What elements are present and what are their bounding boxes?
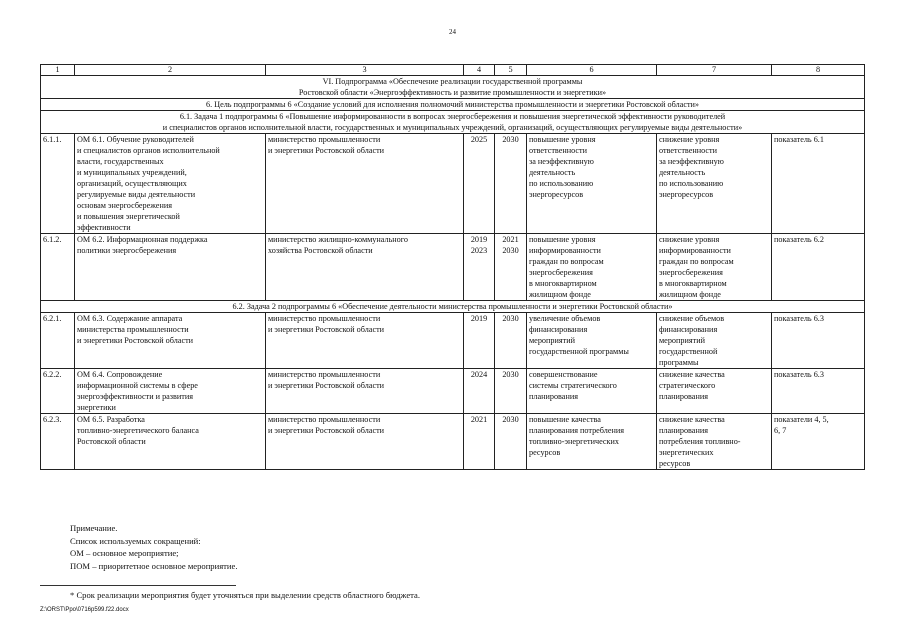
related-indicator: показатель 6.3 [772,313,865,369]
row-number: 6.2.3. [41,414,75,470]
end-year: 2030 [495,134,527,234]
abbreviations-title: Список используемых сокращений: [70,535,201,546]
executor: министерство промышленности и энергетики Ростовской области [266,134,464,234]
task-2-text: 6.2. Задача 2 подпрограммы 6 «Обеспечение деятельности министерства промышленности и энергетики Ростовской области» [41,301,865,313]
activity-name: ОМ 6.4. Сопровождение информационной системы в сфере энергоэффективности и развития энергетики [75,369,266,414]
goal-row [41,99,865,111]
activity-name: ОМ 6.5. Разработка топливно-энергетического баланса Ростовской области [75,414,266,470]
end-year: 2030 [495,414,527,470]
section-title: VI. Подпрограмма «Обеспечение реализации государственной программы Ростовской области «Энергоэффективность и развитие промышленности и энергетики» [41,76,865,99]
non-implementation-consequence: снижение уровня ответственности за неэффективную деятельность по использованию энергоресурсов [657,134,772,234]
expected-result: увеличение объемов финансирования мероприятий государственной программы [527,313,657,369]
expected-result: повышение уровня ответственности за неэффективную деятельность по использованию энергоресурсов [527,134,657,234]
end-year: 2030 [495,313,527,369]
non-implementation-consequence: снижение качества стратегического планирования [657,369,772,414]
start-year: 2024 [464,369,495,414]
abbreviation-pom: ПОМ – приоритетное основное мероприятие. [70,560,238,571]
executor: министерство жилищно-коммунального хозяйства Ростовской области [266,234,464,301]
start-year: 2019 2023 [464,234,495,301]
header-cell: 4 [464,65,495,76]
notes-title: Примечание. [70,523,118,533]
row-number: 6.1.1. [41,134,75,234]
non-implementation-consequence: снижение объемов финансирования мероприятий государственной программы [657,313,772,369]
related-indicator: показатель 6.2 [772,234,865,301]
table-row [41,414,865,470]
header-cell: 7 [657,65,772,76]
footnote-separator [40,585,236,586]
header-cell: 8 [772,65,865,76]
table-row [41,313,865,369]
activity-name: ОМ 6.2. Информационная поддержка политики энергосбережения [75,234,266,301]
non-implementation-consequence: снижение качества планирования потребления топливно- энергетических ресурсов [657,414,772,470]
footnote: * Срок реализации мероприятия будет уточняться при выделении средств областного бюджета. [70,590,421,600]
header-cell: 6 [527,65,657,76]
file-path: Z:\ORST\Ppo\0716p599.f22.docx [40,607,129,613]
start-year: 2019 [464,313,495,369]
start-year: 2025 [464,134,495,234]
non-implementation-consequence: снижение уровня информированности граждан по вопросам энергосбережения в многоквартирном жилищном фонде [657,234,772,301]
activity-name: ОМ 6.1. Обучение руководителей и специалистов органов исполнительной власти, государственных и муниципальных учреждений, организаций, осуществляющих регулируемые виды деятельности основам энергосбережения и повышения энергетической эффективности [75,134,266,234]
related-indicator: показатель 6.1 [772,134,865,234]
header-cell: 1 [41,65,75,76]
header-cell: 5 [495,65,527,76]
page-number: 24 [449,28,456,36]
start-year: 2021 [464,414,495,470]
goal-text: 6. Цель подпрограммы 6 «Создание условий для исполнения полномочий министерства промышленности и энергетики Ростовской области» [41,99,865,111]
task-row [41,111,865,134]
abbreviation-om: ОМ – основное мероприятие; [70,548,179,558]
related-indicator: показатель 6.3 [772,369,865,414]
executor: министерство промышленности и энергетики Ростовской области [266,369,464,414]
expected-result: повышение качества планирования потребления топливно-энергетических ресурсов [527,414,657,470]
row-number: 6.2.1. [41,313,75,369]
table-row [41,134,865,234]
activity-name: ОМ 6.3. Содержание аппарата министерства промышленности и энергетики Ростовской области [75,313,266,369]
header-cell: 3 [266,65,464,76]
table-row [41,234,865,301]
expected-result: повышение уровня информированности граждан по вопросам энергосбережения в многоквартирном жилищном фонде [527,234,657,301]
column-number-header [41,65,865,76]
row-number: 6.2.2. [41,369,75,414]
end-year: 2021 2030 [495,234,527,301]
row-number: 6.1.2. [41,234,75,301]
program-table [40,64,865,470]
task-1-text: 6.1. Задача 1 подпрограммы 6 «Повышение информированности в вопросах энергосбережения и повышения энергетической эффективности руководителей и специалистов органов исполнительной власти, государственных и муниципальных учреждений, организаций, осуществляющих регулируемые виды деятельности» [41,111,865,134]
section-title-row [41,76,865,99]
executor: министерство промышленности и энергетики Ростовской области [266,313,464,369]
executor: министерство промышленности и энергетики Ростовской области [266,414,464,470]
end-year: 2030 [495,369,527,414]
related-indicator: показатели 4, 5, 6, 7 [772,414,865,470]
task-row [41,301,865,313]
header-cell: 2 [75,65,266,76]
table-row [41,369,865,414]
expected-result: совершенствование системы стратегического планирования [527,369,657,414]
notes-block [70,522,237,572]
